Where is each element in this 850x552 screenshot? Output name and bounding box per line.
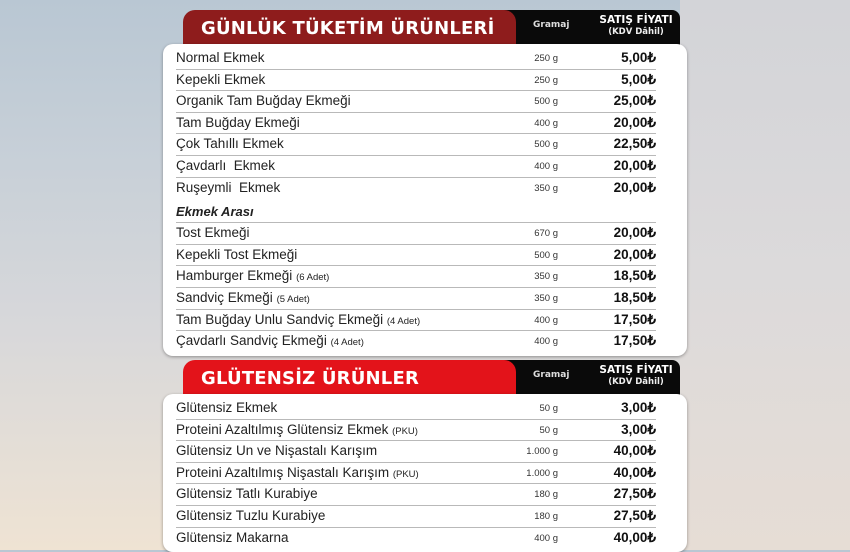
product-price: 40,00₺ [613,443,656,459]
product-price: 3,00₺ [621,400,656,415]
product-name: Glütensiz Ekmek [176,400,278,415]
table-row [176,310,656,332]
product-name: Tam Buğday Ekmeği [176,114,300,130]
product-weight: 1.000 g [526,467,558,479]
product-price: 40,00₺ [613,464,656,480]
product-price: 17,50₺ [613,311,656,327]
product-name: Sandviç Ekmeği [176,289,273,305]
product-name: Kepekli Ekmek [176,71,266,87]
product-price: 20,00₺ [613,225,656,241]
table-row [176,178,656,199]
product-weight: 180 g [534,489,558,501]
product-name: Normal Ekmek [176,50,265,65]
product-name: Hamburger Ekmeği [176,268,293,284]
table-row [176,398,656,420]
product-name-wrap [176,312,420,327]
product-note: (PKU) [392,468,419,480]
product-weight: 180 g [534,510,558,522]
table-row [176,528,656,549]
price-header-label: SATIŞ FİYATI [599,364,673,376]
product-note: (6 Adet) [296,272,330,284]
table-row [176,288,656,310]
product-weight: 670 g [534,228,558,240]
product-name: Glütensiz Tatlı Kurabiye [176,486,318,502]
product-weight: 350 g [534,182,558,194]
section-gluten-free-products [163,360,687,552]
product-name-wrap [176,333,364,348]
product-price: 5,00₺ [621,50,656,65]
table-row [176,223,656,245]
product-price: 17,50₺ [613,333,656,349]
product-price: 40,00₺ [613,529,656,545]
product-weight: 50 g [539,424,558,436]
price-table [163,44,687,356]
product-price: 20,00₺ [613,114,656,130]
table-row [176,463,656,485]
column-header-price [593,364,679,388]
product-weight: 350 g [534,292,558,304]
product-name: Çavdarlı Ekmek [176,157,276,173]
subheading-row [176,198,656,223]
product-name-wrap [176,422,418,437]
product-name: Proteini Azaltılmış Glütensiz Ekmek [176,421,389,437]
product-price: 27,50₺ [613,507,656,523]
product-weight: 400 g [534,314,558,326]
product-name: Çok Tahıllı Ekmek [176,136,284,152]
product-weight: 50 g [539,403,558,414]
table-row [176,70,656,92]
product-name: Proteini Azaltılmış Nişastalı Karışım [176,464,390,480]
product-weight: 400 g [534,532,558,544]
table-row [176,441,656,463]
product-name: Tam Buğday Unlu Sandviç Ekmeği [176,311,384,327]
product-name: Kepekli Tost Ekmeği [176,246,298,262]
product-name-wrap [176,290,310,305]
product-price: 3,00₺ [621,421,656,437]
product-price: 27,50₺ [613,486,656,502]
product-weight: 500 g [534,249,558,261]
table-row [176,156,656,178]
table-row [176,266,656,288]
product-price: 22,50₺ [613,136,656,152]
section-title: GLÜTENSİZ ÜRÜNLER [183,360,516,397]
table-row [176,134,656,156]
subheading-ekmek-arasi: Ekmek Arası [176,204,254,220]
product-price: 20,00₺ [613,157,656,173]
product-weight: 250 g [534,53,558,64]
column-header-price [593,14,679,38]
price-header-label: SATIŞ FİYATI [599,14,673,26]
product-name: Ruşeymli Ekmek [176,179,281,195]
product-price: 18,50₺ [613,289,656,305]
section-header [163,10,687,47]
product-note: (4 Adet) [330,337,364,349]
price-table [163,394,687,552]
price-header-sublabel: (KDV Dâhil) [608,27,664,37]
product-name: Glütensiz Un ve Nişastalı Karışım [176,443,378,459]
product-weight: 400 g [534,117,558,129]
product-note: (5 Adet) [276,293,310,305]
product-weight: 350 g [534,271,558,283]
price-header-sublabel: (KDV Dâhil) [608,377,664,387]
product-name: Glütensiz Tuzlu Kurabiye [176,507,326,523]
product-note: (PKU) [392,425,418,437]
table-row [176,420,656,442]
product-price: 25,00₺ [613,93,656,109]
table-row [176,331,656,352]
product-name-wrap [176,465,419,480]
table-row [176,113,656,135]
table-row [176,245,656,267]
product-note: (4 Adet) [386,315,421,327]
product-name: Organik Tam Buğday Ekmeği [176,93,351,109]
product-price: 5,00₺ [621,71,656,87]
section-daily-products [163,10,687,356]
table-row [176,48,656,70]
product-name: Tost Ekmeği [176,225,250,241]
table-row [176,484,656,506]
column-header-gramaj: Gramaj [533,20,570,30]
product-weight: 250 g [534,74,558,86]
product-name-wrap [176,268,329,283]
product-weight: 500 g [534,96,558,108]
section-header [163,360,687,397]
table-row [176,506,656,528]
section-title: GÜNLÜK TÜKETİM ÜRÜNLERİ [183,10,516,47]
product-weight: 500 g [534,139,558,151]
product-weight: 400 g [534,160,558,172]
product-name: Glütensiz Makarna [176,529,289,545]
table-row [176,91,656,113]
product-weight: 1.000 g [526,446,558,458]
column-header-gramaj: Gramaj [533,370,570,380]
background-panel [680,0,850,550]
product-price: 18,50₺ [613,268,656,284]
product-price: 20,00₺ [613,179,656,195]
product-weight: 400 g [534,336,558,348]
product-price: 20,00₺ [613,246,656,262]
product-name: Çavdarlı Sandviç Ekmeği [176,333,327,349]
